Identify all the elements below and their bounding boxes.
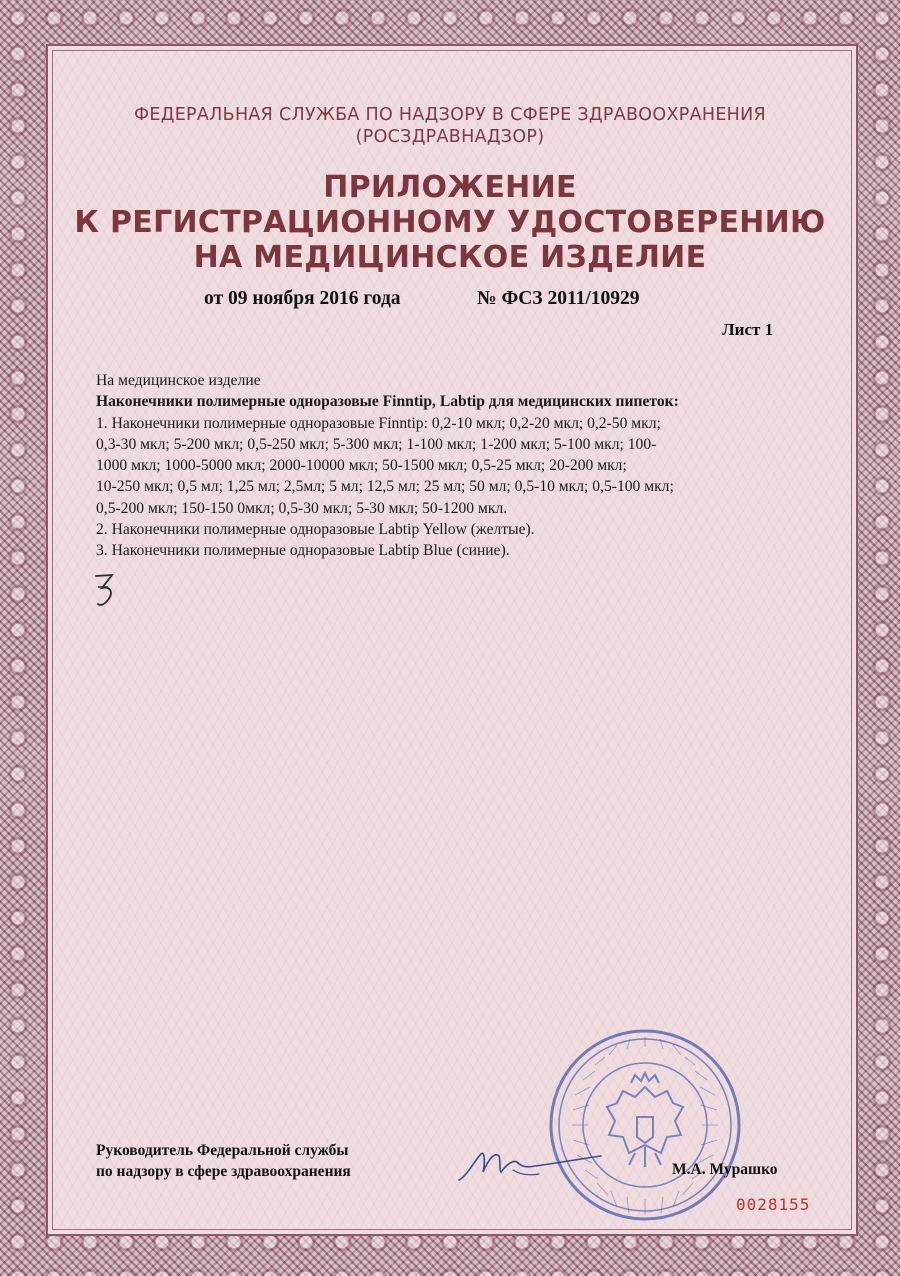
agency-abbreviation: (РОСЗДРАВНАДЗОР) [355, 127, 545, 147]
item-line: 0,5-200 мкл; 150-150 0мкл; 0,5-30 мкл; 5-30 мкл; 50-1200 мкл. [96, 499, 508, 517]
item-line: 3. Наконечники полимерные одноразовые Labtip Blue (синие). [96, 542, 510, 560]
signatory-title-line: Руководитель Федеральной службы [96, 1142, 349, 1159]
end-mark [90, 570, 120, 610]
serial-number: 0028155 [736, 1195, 811, 1214]
registration-number: № ФСЗ 2011/10929 [477, 288, 640, 309]
agency-name: ФЕДЕРАЛЬНАЯ СЛУЖБА ПО НАДЗОРУ В СФЕРЕ ЗДРАВООХРАНЕНИЯ [134, 105, 766, 125]
title-line: К РЕГИСТРАЦИОННОМУ УДОСТОВЕРЕНИЮ [74, 205, 826, 240]
signatory-title [96, 1140, 351, 1182]
item-line: 0,3-30 мкл; 5-200 мкл; 0,5-250 мкл; 5-300 мкл; 1-100 мкл; 1-200 мкл; 5-100 мкл; 100- [96, 435, 657, 453]
product-title: Наконечники полимерные одноразовые Finntip, Labtip для медицинских пипеток: [96, 393, 679, 411]
item-line: 1. Наконечники полимерные одноразовые Finntip: 0,2-10 мкл; 0,2-20 мкл; 0,2-50 мкл; [96, 414, 661, 432]
signatory-title-line: по надзору в сфере здравоохранения [96, 1163, 351, 1180]
title-line: ПРИЛОЖЕНИЕ [323, 170, 577, 205]
agency-header [46, 104, 854, 148]
signature [455, 1130, 605, 1190]
document-body [96, 370, 796, 562]
item-line: 10-250 мкл; 0,5 мл; 1,25 мл; 2,5мл; 5 мл; 12,5 мл; 25 мл; 50 мл; 0,5-10 мкл; 0,5-100 мкл; [96, 478, 674, 496]
signatory-name: М.А. Мурашко [672, 1161, 778, 1178]
date-number-line [0, 288, 900, 314]
issue-date: от 09 ноября 2016 года [204, 288, 401, 309]
item-line: 1000 мкл; 1000-5000 мкл; 2000-10000 мкл; 50-1500 мкл; 0,5-25 мкл; 20-200 мкл; [96, 457, 627, 475]
document-title [46, 170, 854, 275]
intro-text: На медицинское изделие [96, 372, 261, 389]
item-line: 2. Наконечники полимерные одноразовые Labtip Yellow (желтые). [96, 521, 535, 539]
title-line: НА МЕДИЦИНСКОЕ ИЗДЕЛИЕ [193, 240, 707, 275]
seal-stamp [545, 1025, 745, 1225]
sheet-number: Лист 1 [722, 320, 774, 339]
